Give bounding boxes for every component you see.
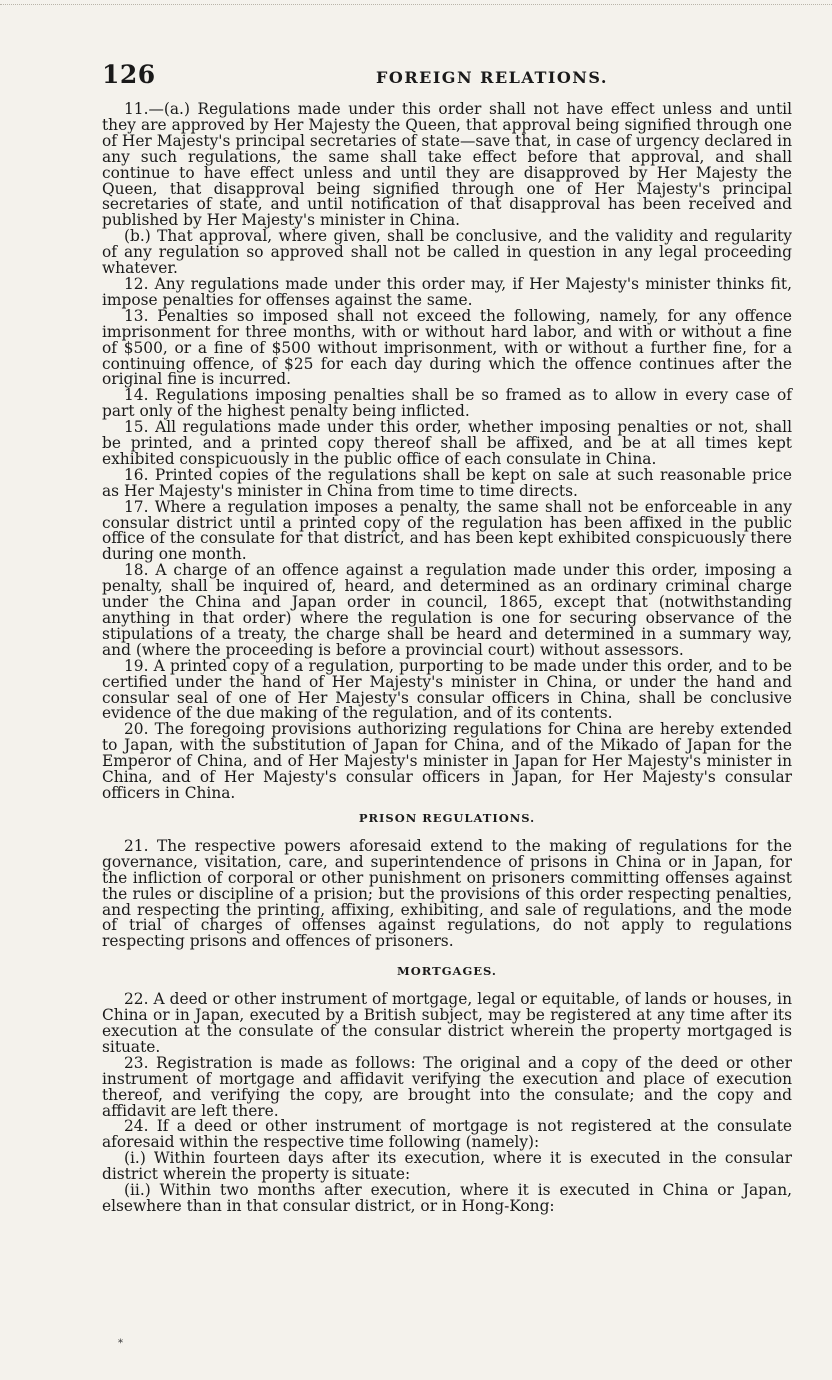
paragraph-21: 21. The respective powers aforesaid extend to the making of regulations for the governance, visitation, care, and superintendence of prisons in China or in Japan, for the infliction of corporal or other punishment on prisoners committing offenses against the rules or discipline of a prision; but the provisions of this order respecting penalties, and respecting the printing, affixing, exhibiting, and sale of regulations, and the mode of trial of charges of offenses against regulations, do not apply to regulations respecting prisons and offences of prisoners. bbox=[102, 836, 792, 951]
paragraphs-regulations bbox=[102, 102, 792, 802]
body-text bbox=[102, 102, 792, 1215]
heading-prison-regulations: PRISON REGULATIONS. bbox=[358, 810, 536, 825]
running-head: FOREIGN RELATIONS. bbox=[376, 68, 608, 87]
paragraph-20: 20. The foregoing provisions authorizing regulations for China are hereby extended to Japan, with the substitution of Japan for China, and of the Mikado of Japan for the Emperor of China, and of Her Majesty's minister in Japan for Her Majesty's minister in China, and of Her Majesty's consular officers in Japan, for Her Majesty's consular officers in China. bbox=[102, 720, 792, 802]
paragraph-16: 16. Printed copies of the regulations shall be kept on sale at such reasonable price as Her Majesty's minister in China from time to time directs. bbox=[102, 465, 792, 500]
paragraph-19: 19. A printed copy of a regulation, purporting to be made under this order, and to be certified under the hand of Her Majesty's minister in China, or under the hand and consular seal of one of Her Majesty's consular officers in China, shall be conclusive evidence of the due making of the regulation, and of its contents. bbox=[102, 656, 792, 723]
paragraph-15: 15. All regulations made under this order, whether imposing penalties or not, shall be printed, and a printed copy thereof shall be affixed, and be at all times kept exhibited conspicuously in the public office of each consulate in China. bbox=[102, 418, 792, 468]
paragraph-18: 18. A charge of an offence against a regulation made under this order, imposing a penalty, shall be inquired of, heard, and determined as an ordinary criminal charge under the China and Japan order in council, 1865, except that (notwithstanding anything in that order) where the regulation is one for securing observance of the stipulations of a treaty, the charge shall be heard and determined in a summary way, and (where the proceeding is before a provincial court) without assessors. bbox=[102, 561, 792, 659]
paragraph-13: 13. Penalties so imposed shall not exceed the following, namely, for any offence imprisonment for three months, with or without hard labor, and with or without a fine of $500, or a fine of $500 without imprisonment, with or without a further fine, for a continuing offence, of $25 for each day during which the offence continues after the original fine is incurred. bbox=[102, 306, 792, 389]
paragraph-11b: (b.) That approval, where given, shall be conclusive, and the validity and regularity of any regulation so approved shall not be called in question in any legal proceeding whatever. bbox=[102, 227, 792, 278]
top-dotted-rule bbox=[0, 4, 832, 5]
paragraph-22: 22. A deed or other instrument of mortgage, legal or equitable, of lands or houses, in China or in Japan, executed by a British subject, may be registered at any time after its execution at the consulate of the consular district wherein the property mortgaged is situate. bbox=[102, 990, 792, 1056]
paragraph-23: 23. Registration is made as follows: The original and a copy of the deed or other instrument of mortgage and affidavit verifying the execution and place of execution thereof, and verifying the copy, are brought into the consulate; and the copy and affidavit are left there. bbox=[102, 1053, 792, 1120]
stray-print-mark: * bbox=[118, 1338, 123, 1349]
page-number: 126 bbox=[102, 60, 156, 89]
paragraphs-prison bbox=[102, 836, 792, 951]
page-header bbox=[102, 56, 792, 94]
paragraph-24-i: (i.) Within fourteen days after its execution, where it is executed in the consular district wherein the property is situate: bbox=[102, 1149, 792, 1184]
paragraph-11a: 11.—(a.) Regulations made under this order shall not have effect unless and until they are approved by Her Majesty the Queen, that approval being signified through one of Her Majesty's principal secretaries of state—save that, in case of urgency declared in any such regulations, the same shall take effect before that approval, and shall continue to have effect unless and until they are disapproved by Her Majesty the Queen, that disapproval being signified through one of Her Majesty's principal secretaries of state, and until notification of that disapproval has been received and published by Her Majesty's minister in China. bbox=[102, 100, 792, 230]
paragraph-24-ii: (ii.) Within two months after execution, where it is executed in China or Japan, elsewhere than in that consular district, or in Hong-Kong: bbox=[102, 1181, 792, 1215]
paragraph-17: 17. Where a regulation imposes a penalty, the same shall not be enforceable in any consular district until a printed copy of the regulation has been affixed in the public office of the consulate for that district, and has been kept exhibited conspicuously there during one month. bbox=[102, 497, 792, 564]
paragraphs-mortgages bbox=[102, 992, 792, 1215]
paragraph-12: 12. Any regulations made under this order may, if Her Majesty's minister thinks fit, impose penalties for offenses against the same. bbox=[102, 274, 792, 309]
heading-mortgages: MORTGAGES. bbox=[397, 964, 497, 979]
paragraph-24: 24. If a deed or other instrument of mortgage is not registered at the consulate aforesaid within the respective time following (namely): bbox=[102, 1117, 792, 1152]
paragraph-14: 14. Regulations imposing penalties shall be so framed as to allow in every case of part only of the highest penalty being inflicted. bbox=[102, 386, 792, 421]
